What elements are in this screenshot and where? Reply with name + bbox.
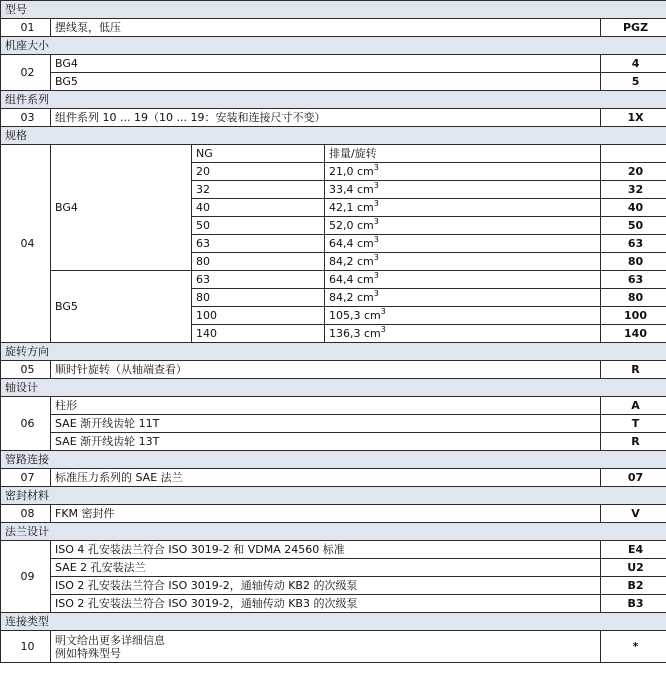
row-description: SAE 2 孔安装法兰	[51, 559, 601, 577]
column-header-ng: NG	[192, 145, 325, 163]
ng-value: 63	[192, 271, 325, 289]
displacement-value: 84,2 $cm^3$	[325, 289, 601, 307]
order-key: PGZ	[601, 19, 666, 37]
order-key: 20	[601, 163, 666, 181]
section-header-series	[1, 91, 666, 109]
displacement-value: 105,3 $cm^3$	[325, 307, 601, 325]
row-description: SAE 渐开线齿轮 13T	[51, 433, 601, 451]
order-key: R	[601, 433, 666, 451]
order-key: R	[601, 361, 666, 379]
ng-value: 80	[192, 253, 325, 271]
section-title: 规格	[1, 127, 666, 145]
empty-cell	[601, 145, 666, 163]
row-description: 顺时针旋转（从轴端查看）	[51, 361, 601, 379]
displacement-value: 33,4 $cm^3$	[325, 181, 601, 199]
ng-value: 40	[192, 199, 325, 217]
order-key: 100	[601, 307, 666, 325]
row-description: 标准压力系列的 SAE 法兰	[51, 469, 601, 487]
order-key: 07	[601, 469, 666, 487]
ng-value: 100	[192, 307, 325, 325]
order-key: 140	[601, 325, 666, 343]
section-title: 法兰设计	[1, 523, 666, 541]
row-description: SAE 渐开线齿轮 11T	[51, 415, 601, 433]
ng-value: 50	[192, 217, 325, 235]
ng-value: 140	[192, 325, 325, 343]
row-description: BG4	[51, 55, 601, 73]
section-title: 组件系列	[1, 91, 666, 109]
row-code: 07	[1, 469, 51, 487]
table-row	[1, 55, 666, 73]
table-row	[1, 73, 666, 91]
row-code: 01	[1, 19, 51, 37]
row-code: 03	[1, 109, 51, 127]
section-title: 机座大小	[1, 37, 666, 55]
group-label: BG5	[51, 271, 192, 343]
section-title: 型号	[1, 1, 666, 19]
row-description: 摆线泵，低压	[51, 19, 601, 37]
row-code: 06	[1, 397, 51, 451]
ng-value: 63	[192, 235, 325, 253]
table-row	[1, 595, 666, 613]
group-label: BG4	[51, 145, 192, 271]
order-key: A	[601, 397, 666, 415]
row-code: 09	[1, 541, 51, 613]
displacement-value: 42,1 $cm^3$	[325, 199, 601, 217]
ng-value: 32	[192, 181, 325, 199]
order-key: B3	[601, 595, 666, 613]
ng-value: 20	[192, 163, 325, 181]
row-description: 柱形	[51, 397, 601, 415]
section-header-seal	[1, 487, 666, 505]
section-header-flange	[1, 523, 666, 541]
table-row	[1, 361, 666, 379]
description-line: 例如特殊型号	[55, 646, 121, 660]
section-header-pipe-connection	[1, 451, 666, 469]
column-header-displacement: 排量/旋转	[325, 145, 601, 163]
table-row	[1, 415, 666, 433]
table-row	[1, 559, 666, 577]
row-description: ISO 2 孔安装法兰符合 ISO 3019-2，通轴传动 KB2 的次级泵	[51, 577, 601, 595]
order-key: 50	[601, 217, 666, 235]
row-code: 08	[1, 505, 51, 523]
row-description: FKM 密封件	[51, 505, 601, 523]
row-code: 10	[1, 631, 51, 663]
order-key: 63	[601, 271, 666, 289]
order-key: V	[601, 505, 666, 523]
order-key: 32	[601, 181, 666, 199]
order-key: U2	[601, 559, 666, 577]
section-title: 轴设计	[1, 379, 666, 397]
table-row	[1, 541, 666, 559]
table-row	[1, 577, 666, 595]
section-header-connection-type	[1, 613, 666, 631]
row-description	[51, 631, 601, 663]
row-description: ISO 2 孔安装法兰符合 ISO 3019-2，通轴传动 KB3 的次级泵	[51, 595, 601, 613]
table-row	[1, 631, 666, 663]
row-description: ISO 4 孔安装法兰符合 ISO 3019-2 和 VDMA 24560 标准	[51, 541, 601, 559]
section-header-rotation	[1, 343, 666, 361]
table-row	[1, 469, 666, 487]
displacement-value: 21,0 $cm^3$	[325, 163, 601, 181]
section-header-frame-size	[1, 37, 666, 55]
table-row	[1, 271, 666, 289]
order-key: 4	[601, 55, 666, 73]
table-row	[1, 19, 666, 37]
order-key: E4	[601, 541, 666, 559]
table-row	[1, 109, 666, 127]
order-key: 5	[601, 73, 666, 91]
section-title: 密封材料	[1, 487, 666, 505]
table-row	[1, 433, 666, 451]
section-header-size	[1, 127, 666, 145]
order-key: B2	[601, 577, 666, 595]
description-line: 明文给出更多详细信息	[55, 633, 165, 647]
displacement-value: 64,4 $cm^3$	[325, 235, 601, 253]
section-title: 连接类型	[1, 613, 666, 631]
row-code: 02	[1, 55, 51, 91]
displacement-value: 64,4 $cm^3$	[325, 271, 601, 289]
table-row	[1, 397, 666, 415]
order-key: 40	[601, 199, 666, 217]
order-key: 80	[601, 253, 666, 271]
displacement-value: 84,2 $cm^3$	[325, 253, 601, 271]
table-row	[1, 505, 666, 523]
row-description: BG5	[51, 73, 601, 91]
row-code: 04	[1, 145, 51, 343]
row-description: 组件系列 10 ... 19（10 ... 19：安装和连接尺寸不变）	[51, 109, 601, 127]
order-key: *	[601, 631, 666, 663]
section-header-shaft	[1, 379, 666, 397]
row-code: 05	[1, 361, 51, 379]
order-key: 80	[601, 289, 666, 307]
section-title: 管路连接	[1, 451, 666, 469]
table-row	[1, 145, 666, 163]
order-key: 1X	[601, 109, 666, 127]
section-header-model	[1, 1, 666, 19]
order-key: 63	[601, 235, 666, 253]
displacement-value: 136,3 $cm^3$	[325, 325, 601, 343]
displacement-value: 52,0 $cm^3$	[325, 217, 601, 235]
ng-value: 80	[192, 289, 325, 307]
order-key: T	[601, 415, 666, 433]
section-title: 旋转方向	[1, 343, 666, 361]
